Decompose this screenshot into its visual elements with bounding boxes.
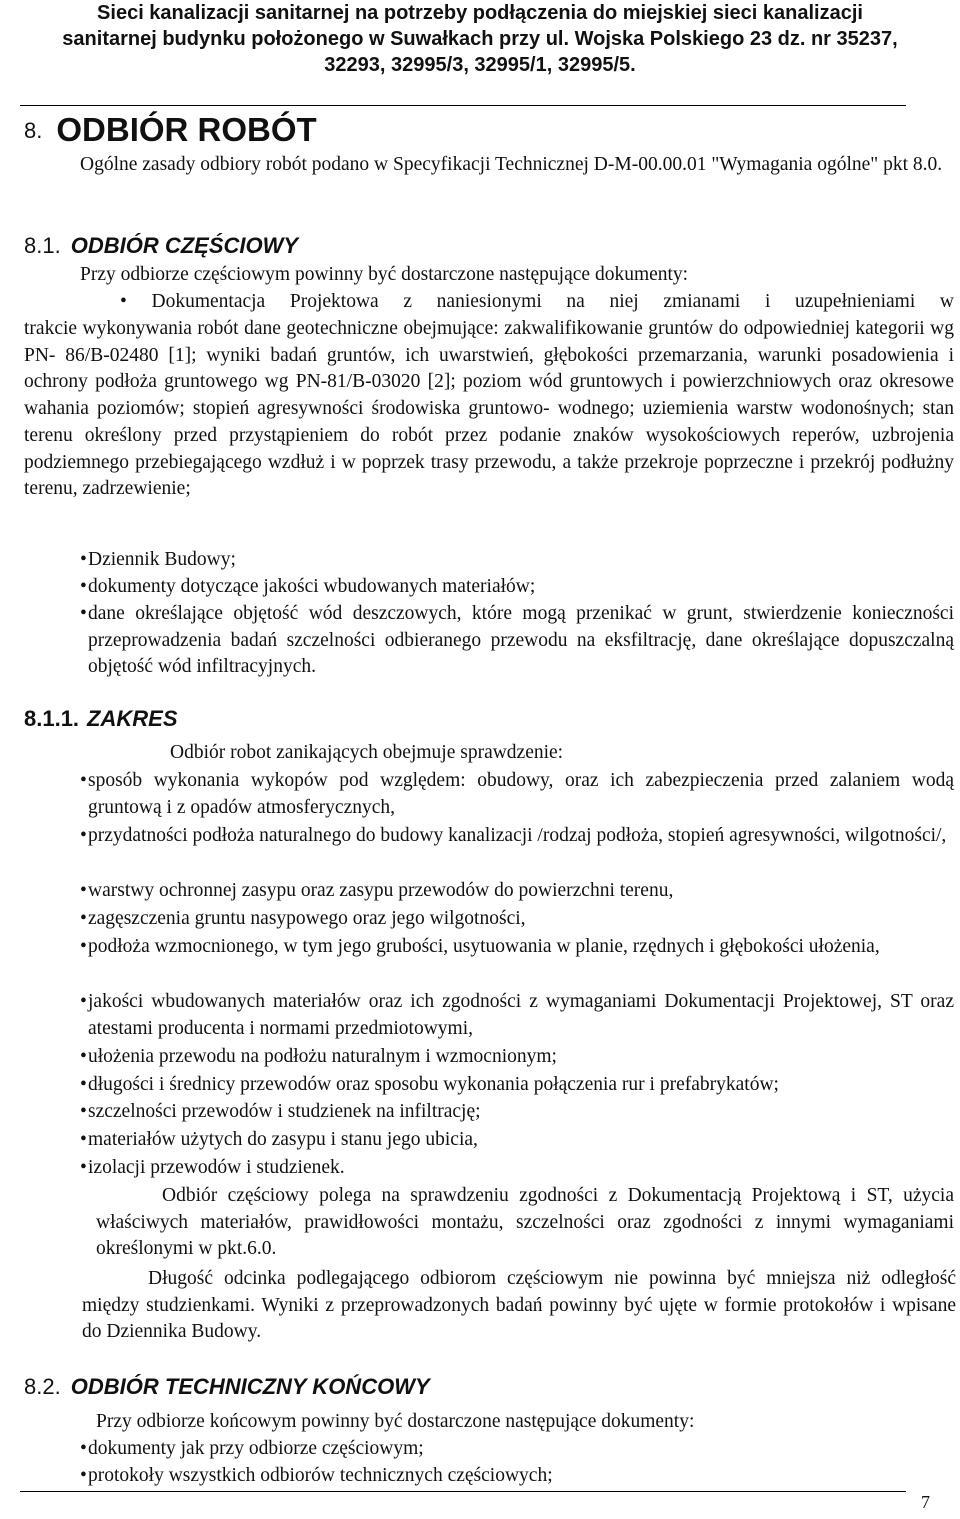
footer-rule — [20, 1491, 906, 1492]
header-line-3: 32293, 32995/3, 32995/1, 32995/5. — [324, 54, 636, 76]
section-8-heading — [24, 110, 317, 151]
section-8-1-1-paragraph-2: Długość odcinka podlegającego odbiorom częściowym nie powinna być mniejsza niż odległość między studzienkami. Wyniki z przeprowadzonych badań powinny być ujęte w formie protokołów i wpisane do Dziennika Budowy. — [82, 1268, 956, 1343]
scope-item: • materiałów użytych do zasypu i stanu jego ubicia, — [88, 1127, 954, 1154]
section-8-1-1-intro: Odbiór robot zanikających obejmuje sprawdzenie: — [170, 742, 564, 763]
section-8-1-doc-first-line: • Dokumentacja Projektowa z naniesionymi na niej zmianami i uzupełnieniami w — [120, 291, 954, 312]
section-8-1-intro: Przy odbiorze częściowym powinny być dostarczone następujące dokumenty: — [80, 264, 689, 285]
header-line-2: sanitarnej budynku położonego w Suwałkach przy ul. Wojska Polskiego 23 dz. nr 35237, — [62, 28, 898, 50]
section-8-1-1-heading — [24, 705, 178, 733]
section-8-1-1-paragraph-1: Odbiór częściowy polega na sprawdzeniu zgodności z Dokumentacją Projektową i ST, użycia właściwych materiałów, prawidłowości montażu, szczelności oraz zgodności z innymi wymaganiami określonymi w pkt.6.0. — [96, 1185, 954, 1260]
section-8-1-title: ODBIÓR CZĘŚCIOWY — [70, 233, 299, 258]
scope-item: • szczelności przewodów i studzienek na infiltrację; — [88, 1099, 954, 1126]
section-8-1-1-title: ZAKRES — [87, 706, 178, 731]
scope-item: • izolacji przewodów i studzienek. — [88, 1155, 954, 1182]
section-8-1-item: • Dziennik Budowy; — [88, 547, 954, 574]
scope-item: • warstwy ochronnej zasypu oraz zasypu przewodów do powierzchni terenu, — [88, 878, 954, 905]
section-8-2-item: • protokoły wszystkich odbiorów technicznych częściowych; — [88, 1463, 954, 1490]
header-line-1: Sieci kanalizacji sanitarnej na potrzeby podłączenia do miejskiej sieci kanalizacji — [97, 2, 863, 24]
document-header — [0, 0, 960, 78]
scope-item: • przydatności podłoża naturalnego do budowy kanalizacji /rodzaj podłoża, stopień agresywności, wilgotności/, — [88, 823, 954, 850]
section-8-1-heading — [24, 232, 298, 260]
scope-item: • ułożenia przewodu na podłożu naturalnym i wzmocnionym; — [88, 1044, 954, 1071]
scope-item: • podłoża wzmocnionego, w tym jego grubości, usytuowania w planie, rzędnych i głębokości ułożenia, — [88, 934, 954, 961]
scope-item: • zagęszczenia gruntu nasypowego oraz jego wilgotności, — [88, 906, 954, 933]
header-rule — [20, 105, 906, 106]
scope-item: • długości i średnicy przewodów oraz sposobu wykonania połączenia rur i prefabrykatów; — [88, 1072, 954, 1099]
page-number: 7 — [921, 1492, 930, 1512]
section-8-1-number: 8.1. — [24, 233, 61, 258]
section-8-1-doc-rest: trakcie wykonywania robót dane geotechniczne obejmujące: zakwalifikowanie gruntów do odpowiedniej kategorii wg PN- 86/B-02480 [1]; wyniki badań gruntów, ich uwarstwień, głębokości przemarzania, warunki posadowienia i ochrony podłoża gruntowego wg PN-81/B-03020 [2]; poziom wód gruntowych i powierzchniowych oraz okresowe wahania poziomów; stopień agresywności środowiska gruntowo- wodnego; uziemienia warstw wodonośnych; stan terenu określony przed przystąpieniem do robót przez podanie znaków wysokościowych reperów, uzbrojenia podziemnego przebiegającego wzdłuż i w poprzek trasy przewodu, a także przekroje poprzeczne i przekrój podłużny terenu, zadrzewienie; — [24, 318, 954, 500]
section-8-2-title: ODBIÓR TECHNICZNY KOŃCOWY — [70, 1374, 430, 1399]
scope-item: • sposób wykonania wykopów pod względem: obudowy, oraz ich zabezpieczenia przed zalaniem wodą gruntową i z opadów atmosferycznych, — [88, 768, 954, 821]
section-8-intro: Ogólne zasady odbiory robót podano w Specyfikacji Technicznej D-M-00.00.01 "Wymagania ogólne" pkt 8.0. — [80, 154, 943, 175]
scope-item: • jakości wbudowanych materiałów oraz ich zgodności z wymaganiami Dokumentacji Projektowej, ST oraz atestami producenta i normami przedmiotowymi, — [88, 989, 954, 1042]
section-8-2-intro: Przy odbiorze końcowym powinny być dostarczone następujące dokumenty: — [96, 1411, 695, 1432]
section-8-title: ODBIÓR ROBÓT — [56, 111, 317, 148]
section-8-2-item: • dokumenty jak przy odbiorze częściowym; — [88, 1436, 954, 1463]
section-8-2-number: 8.2. — [24, 1374, 61, 1399]
section-8-1-item: • dane określające objętość wód deszczowych, które mogą przenikać w grunt, stwierdzenie konieczności przeprowadzenia badań szczelności odbieranego przewodu na eksfiltrację, dane określające dopuszczalną objętość wód infiltracyjnych. — [88, 601, 954, 681]
section-8-1-1-number: 8.1.1. — [24, 706, 80, 731]
section-8-number: 8. — [24, 118, 43, 143]
section-8-2-heading — [24, 1373, 430, 1401]
section-8-1-item: • dokumenty dotyczące jakości wbudowanych materiałów; — [88, 574, 954, 601]
